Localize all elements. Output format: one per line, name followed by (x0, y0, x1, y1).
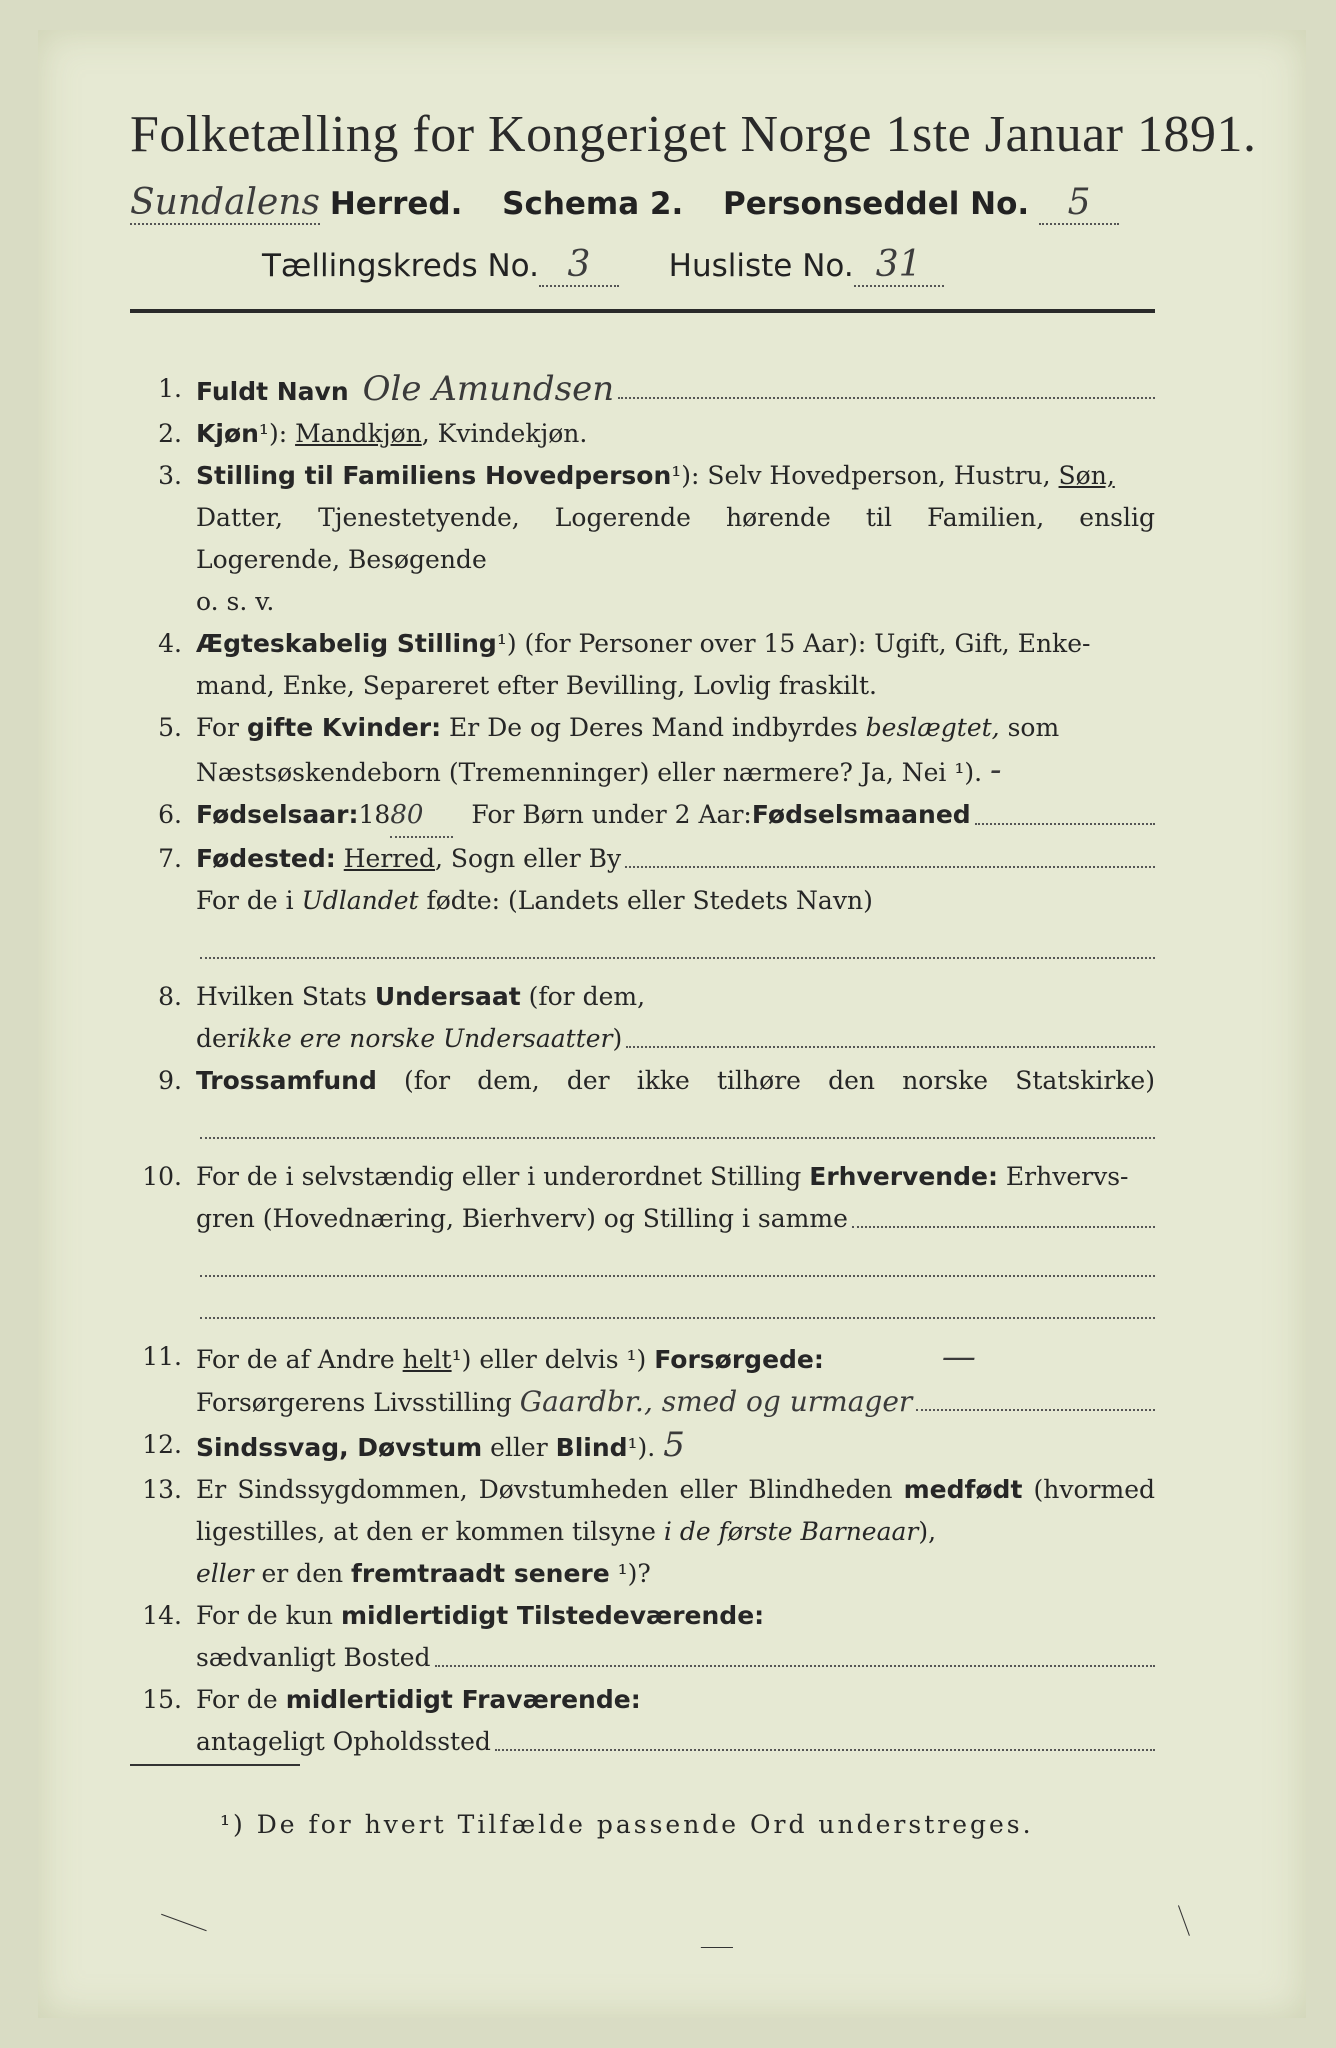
family-position-label: Stilling til Familiens Hovedperson (196, 461, 672, 490)
static-text: gren (Hovednæring, Bierhverv) og Stilling i samme (196, 1204, 848, 1233)
static-text: beslægtet, (865, 713, 1000, 742)
static-text: er den (253, 1559, 352, 1588)
kreds-label: Tællingskreds No. (262, 248, 539, 284)
form-title: Folketælling for Kongeriget Norge 1ste Januar 1891. (130, 106, 1257, 163)
question-14 (130, 1595, 1155, 1679)
sex-option-female: , Kvindekjøn. (421, 419, 588, 448)
herred-label: Herred. (329, 186, 463, 222)
static-text: For de (196, 1685, 286, 1714)
husliste-handwritten: 31 (854, 244, 944, 287)
sex-option-male-underlined: Mandkjøn (295, 419, 422, 448)
fill-line (916, 1408, 1155, 1411)
footnote: ¹) De for hvert Tilfælde passende Ord understreges. (220, 1810, 1034, 1839)
birth-month-label: Fødselsmaaned (751, 800, 971, 829)
static-text: For (196, 713, 247, 742)
question-number: 10. (142, 1162, 182, 1191)
citizenship-label: Undersaat (374, 982, 521, 1011)
stray-mark: ⸺ (1168, 1900, 1203, 1941)
question-number: 2. (158, 419, 182, 448)
option-son-underlined: Søn, (1058, 461, 1115, 490)
kreds-line (262, 244, 1062, 290)
static-text: ) (612, 1024, 623, 1053)
question-4 (130, 623, 1155, 707)
fill-line (435, 1664, 1155, 1667)
temporary-absent-label: midlertidigt Fraværende: (285, 1685, 641, 1714)
birth-year-label: Fødselsaar: (196, 800, 359, 829)
static-text: fødte: (Landets eller Stedets Navn) (418, 886, 873, 915)
question-15 (130, 1679, 1155, 1763)
question-number: 8. (158, 982, 182, 1011)
static-text: Næstsøskendeborn (Tremenninger) eller nærmere? Ja, Nei ¹). (196, 758, 983, 787)
question-number: 13. (142, 1475, 182, 1504)
footnote-ref: ¹). (627, 1433, 656, 1462)
static-text: Er Sindssygdommen, Døvstumheden eller Blindheden (196, 1475, 904, 1504)
question-number: 9. (158, 1066, 182, 1095)
question-number: 14. (142, 1601, 182, 1630)
handwritten-dash: — (941, 1337, 976, 1377)
kreds-handwritten: 3 (539, 244, 619, 287)
static-text: i de første Barneaar (663, 1517, 919, 1546)
static-text: For de kun (196, 1601, 341, 1630)
static-text: ¹) eller delvis ¹) (451, 1345, 655, 1374)
option-helt-underlined: helt (402, 1345, 452, 1374)
fill-line (852, 1225, 1155, 1228)
married-women-label: gifte Kvinder: (246, 713, 442, 742)
static-text: ): (268, 419, 296, 448)
static-text: eller (482, 1433, 556, 1462)
fill-line (975, 822, 1155, 825)
religion-label: Trossamfund (196, 1066, 377, 1095)
birth-year-value: 80 (390, 794, 453, 838)
static-text: (for dem, der ikke tilhøre den norske Statskirke) (376, 1066, 1155, 1095)
personseddel-handwritten: 5 (1039, 182, 1119, 225)
fill-line (200, 1136, 1155, 1139)
question-8 (130, 976, 1155, 1060)
static-text: ¹) (for Personer over 15 Aar): Ugift, Gift, Enke- (496, 629, 1091, 658)
static-text: (hvormed (1022, 1475, 1156, 1504)
static-text: der (196, 1024, 239, 1053)
static-text: For de i selvstændig eller i underordnet Stilling (196, 1162, 810, 1191)
static-text: Er De og Deres Mand indbyrdes (441, 713, 866, 742)
static-text: ¹): Selv Hovedperson, Hustru, (671, 461, 1059, 490)
question-12 (130, 1424, 1155, 1469)
question-2 (130, 413, 1155, 455)
static-text: Logerende, Besøgende (196, 545, 487, 574)
schema-label: Schema 2. (502, 186, 684, 222)
option-herred-underlined: Herred (343, 844, 436, 873)
question-number: 4. (158, 629, 182, 658)
supported-label: Forsørgede: (654, 1345, 824, 1374)
blind-label: Blind (555, 1433, 628, 1462)
fill-line (200, 956, 1155, 959)
static-text: ikke ere norske Undersaatter (238, 1024, 613, 1053)
question-9 (130, 1060, 1155, 1144)
disability-label: Sindssvag, Døvstum (196, 1433, 483, 1462)
question-10 (130, 1156, 1155, 1324)
herred-line (130, 182, 1160, 230)
fill-line (200, 1274, 1155, 1277)
congenital-label: medfødt (903, 1475, 1023, 1504)
full-name-label: Fuldt Navn (196, 377, 349, 406)
question-number: 7. (158, 844, 182, 873)
stray-mark: ⸻ (156, 1901, 212, 1941)
static-text: Datter, Tjenestetyende, Logerende hørende til Familien, enslig (196, 503, 1155, 532)
static-text: Hvilken Stats (196, 982, 375, 1011)
sex-label: Kjøn (196, 419, 259, 448)
stray-mark: ⸺ (700, 1934, 734, 1958)
question-7 (130, 838, 1155, 964)
static-text: antageligt Opholdssted (196, 1727, 491, 1756)
question-5 (130, 707, 1155, 794)
static-text: Erhvervs- (997, 1162, 1129, 1191)
static-text: Forsørgerens Livsstilling (196, 1388, 512, 1417)
static-text: , Sogn eller By (435, 844, 622, 873)
question-13 (130, 1469, 1155, 1595)
question-number: 15. (142, 1685, 182, 1714)
question-3 (130, 455, 1155, 623)
question-number: 1. (158, 374, 182, 403)
herred-handwritten: Sundalens (130, 182, 321, 223)
question-number: 5. (158, 713, 182, 742)
static-text: mand, Enke, Separeret efter Bevilling, Lovlig fraskilt. (196, 671, 877, 700)
static-text: For Børn under 2 Aar: (471, 800, 752, 829)
supporter-occupation-value: Gaardbr., smed og urmager (519, 1385, 913, 1418)
question-11 (130, 1336, 1155, 1424)
disability-value: 5 (663, 1425, 685, 1465)
static-text: For de af Andre (196, 1345, 403, 1374)
footnote-rule (130, 1764, 300, 1766)
handwritten-mark: - (990, 750, 1002, 790)
fill-line (495, 1748, 1155, 1751)
static-text: ligestilles, at den er kommen tilsyne (196, 1517, 664, 1546)
occupation-label: Erhvervende: (809, 1162, 998, 1191)
husliste-label: Husliste No. (668, 248, 854, 284)
later-onset-label: fremtraadt senere (351, 1559, 610, 1588)
question-number: 11. (142, 1342, 182, 1371)
fill-line (625, 865, 1155, 868)
static-text: o. s. v. (196, 587, 275, 616)
question-number: 3. (158, 461, 182, 490)
static-text: sædvanligt Bosted (196, 1643, 431, 1672)
static-text: Udlandet (301, 886, 419, 915)
fill-line (618, 396, 1155, 399)
fill-line (200, 1316, 1155, 1319)
question-1 (130, 368, 1155, 413)
marital-status-label: Ægteskabelig Stilling (196, 629, 497, 658)
footnote-ref: ¹ (258, 419, 269, 448)
question-number: 12. (142, 1430, 182, 1459)
static-text: ¹)? (609, 1559, 651, 1588)
temporary-present-label: midlertidigt Tilstedeværende: (340, 1601, 765, 1630)
personseddel-label: Personseddel No. (723, 186, 1030, 222)
fill-line (626, 1045, 1155, 1048)
questions-list (130, 368, 1155, 1763)
static-text: (for dem, (520, 982, 646, 1011)
birthplace-label: Fødested: (196, 844, 336, 873)
birth-year-prefix: 18 (358, 800, 391, 829)
static-text: For de i (196, 886, 302, 915)
static-text: ), (918, 1517, 937, 1546)
full-name-value: Ole Amundsen (362, 369, 615, 409)
question-number: 6. (158, 800, 182, 829)
static-text: eller (196, 1559, 254, 1588)
question-6 (130, 794, 1155, 838)
header-rule (130, 309, 1155, 313)
static-text: som (999, 713, 1060, 742)
